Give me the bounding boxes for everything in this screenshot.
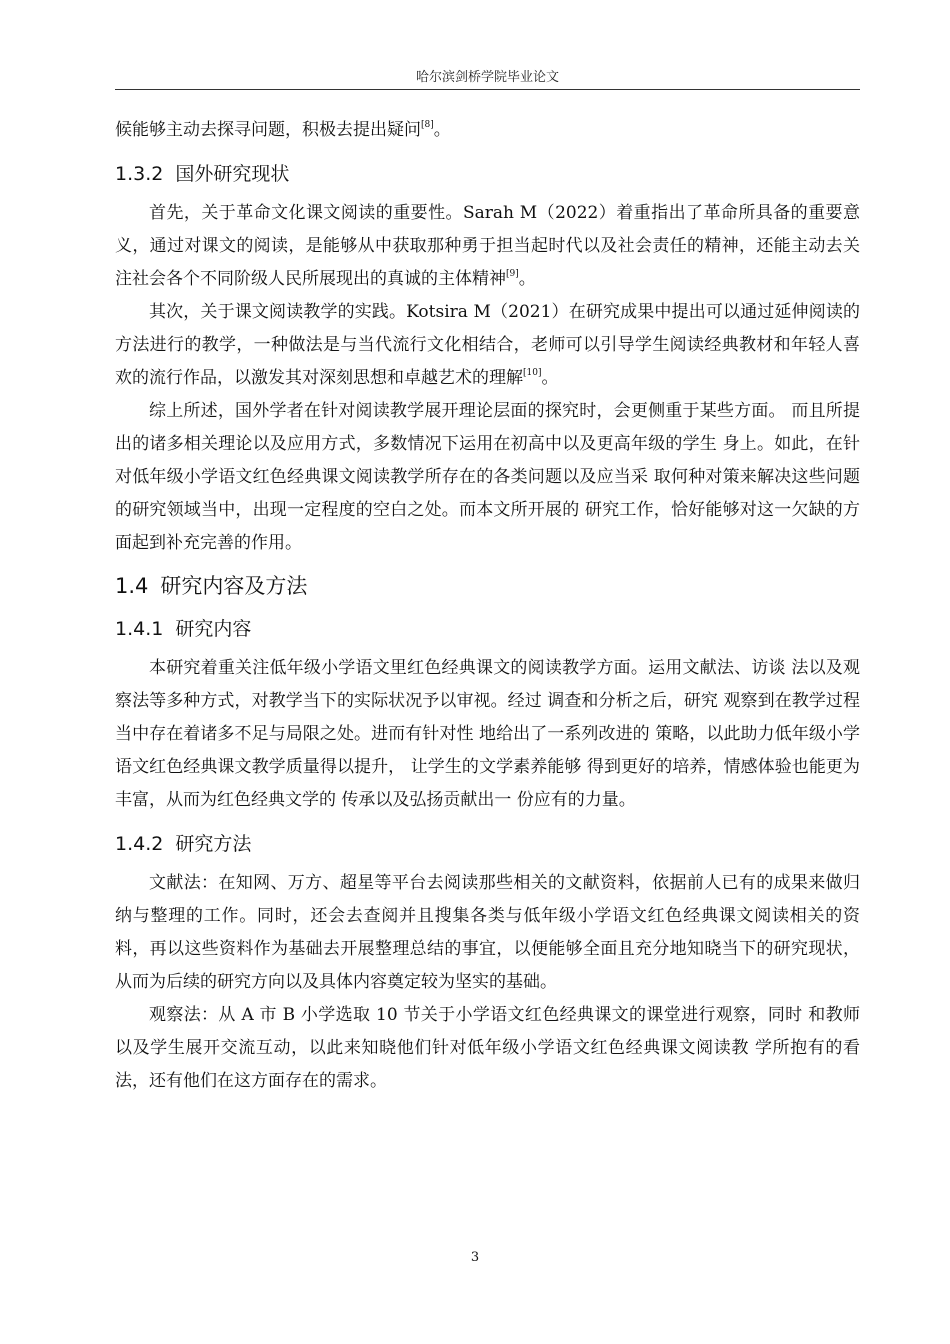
citation-10[interactable]: [10] bbox=[523, 368, 542, 378]
paragraph-observation-method: 观察法：从 A 市 B 小学选取 10 节关于小学语文红色经典课文的课堂进行观察，同时 和教师以及学生展开交流互动，以此来知晓他们针对低年级小学语文红色经典课文阅读教 学所抱有的看法，还有他们在这方面存在的需求。 bbox=[115, 1005, 860, 1091]
page-number: 3 bbox=[470, 1250, 480, 1265]
paragraph-foreign-2: 其次，关于课文阅读教学的实践。Kotsira M（2021）在研究成果中提出可以通过延伸阅读的方法进行的教学，一种做法是与当代流行文化相结合，老师可以引导学生阅读经典教材和年轻人喜欢的流行作品，以激发其对深刻思想和卓越艺术的理解[10]。 bbox=[115, 302, 860, 388]
citation-9[interactable]: [9] bbox=[506, 269, 519, 279]
section-heading-1-4: 1.4 研究内容及方法 bbox=[115, 574, 308, 598]
paragraph-continuation: 候能够主动去探寻问题，积极去提出疑问[8]。 bbox=[115, 120, 451, 140]
paragraph-foreign-1: 首先，关于革命文化课文阅读的重要性。Sarah M（2022）着重指出了革命所具备的重要意义，通过对课文的阅读，是能够从中获取那种勇于担当起时代以及社会责任的精神，还能主动去关注社会各个不同阶级人民所展现出的真诚的主体精神[9]。 bbox=[115, 203, 860, 289]
page-body bbox=[115, 114, 860, 1098]
section-heading-1-4-2: 1.4.2 研究方法 bbox=[115, 833, 252, 855]
section-heading-1-3-2: 1.3.2 国外研究现状 bbox=[115, 163, 290, 185]
running-header: 哈尔滨剑桥学院毕业论文 bbox=[415, 70, 559, 85]
header-rule bbox=[115, 89, 860, 90]
paragraph-research-content: 本研究着重关注低年级小学语文里红色经典课文的阅读教学方面。运用文献法、访谈 法以及观察法等多种方式，对教学当下的实际状况予以审视。经过 调查和分析之后，研究 观察到在教学过程当中存在着诸多不足与局限之处。进而有针对性 地给出了一系列改进的 策略，以此助力低年级小学语文红色经典课文教学质量得以提升， 让学生的文学素养能够 得到更好的培养，情感体验也能更为丰富，从而为红色经典文学的 传承以及弘扬贡献出一 份应有的力量。 bbox=[115, 658, 860, 810]
citation-8[interactable]: [8] bbox=[421, 120, 434, 130]
paragraph-summary: 综上所述，国外学者在针对阅读教学展开理论层面的探究时，会更侧重于某些方面。 而且所提出的诸多相关理论以及应用方式，多数情况下运用在初高中以及更高年级的学生 身上。如此，在针对低年级小学语文红色经典课文阅读教学所存在的各类问题以及应当采 取何种对策来解决这些问题的研究领域当中，出现一定程度的空白之处。而本文所开展的 研究工作，恰好能够对这一欠缺的方面起到补充完善的作用。 bbox=[115, 401, 860, 553]
section-heading-1-4-1: 1.4.1 研究内容 bbox=[115, 618, 252, 640]
paragraph-literature-method: 文献法：在知网、万方、超星等平台去阅读那些相关的文献资料，依据前人已有的成果来做归纳与整理的工作。同时，还会去查阅并且搜集各类与低年级小学语文红色经典课文阅读相关的资料，再以这些资料作为基础去开展整理总结的事宜，以便能够全面且充分地知晓当下的研究现状，从而为后续的研究方向以及具体内容奠定较为坚实的基础。 bbox=[115, 873, 860, 992]
